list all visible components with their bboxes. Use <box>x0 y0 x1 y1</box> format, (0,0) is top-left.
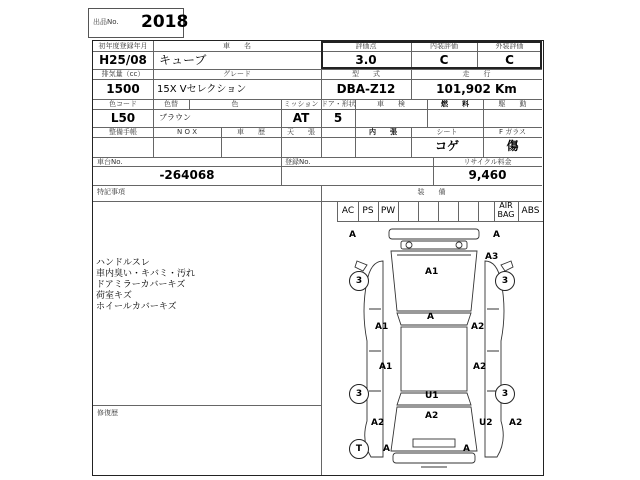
door-label: ドア・形状 <box>321 100 356 108</box>
exterior-value: C <box>505 53 514 67</box>
equipment-ac: AC <box>341 206 355 216</box>
equipment-grid <box>337 201 543 222</box>
grade-value: 15X Vセレクション <box>157 84 247 95</box>
mark-a1-left-rear-door: A1 <box>379 362 393 372</box>
repair-history-label: 修復歴 <box>97 409 118 417</box>
mark-a2-rear-left: A2 <box>371 418 385 428</box>
equipment-airbag: AIR BAG <box>497 201 515 219</box>
mark-a2-rear: A2 <box>425 411 439 421</box>
mark-a-bottom-right: A <box>463 444 470 454</box>
name-value: キューブ <box>159 53 207 67</box>
exterior-label: 外装評価 <box>495 42 524 50</box>
mileage-label: 走 行 <box>462 70 491 78</box>
chassis-value: -264068 <box>159 168 215 182</box>
mileage-value: 101,902 Km <box>436 82 517 96</box>
inspection-label: 車 検 <box>377 100 405 108</box>
lot-number-box <box>88 8 189 38</box>
remarks-label: 特記事項 <box>97 188 125 196</box>
equipment-abs: ABS <box>521 206 540 216</box>
mission-label: ミッション <box>283 100 319 108</box>
drive-label: 駆 動 <box>498 100 527 108</box>
name-label: 車 名 <box>223 42 251 50</box>
lot-label: 出品No. <box>93 18 119 26</box>
model-label: 型 式 <box>352 70 380 78</box>
recycle-value: 9,460 <box>468 168 507 182</box>
fuel-label: 燃 料 <box>441 100 469 108</box>
mark-a2-right-front-door: A2 <box>471 322 485 332</box>
year-label: 初年度登録年月 <box>98 42 148 50</box>
color-value: ブラウン <box>159 113 191 122</box>
mark-a-front-left: A <box>349 230 356 240</box>
remark-item: 荷室キズ <box>96 291 132 301</box>
fglass-label: F ガラス <box>498 128 527 136</box>
mark-a-front-right: A <box>493 230 500 240</box>
remarks-list <box>96 258 195 313</box>
equipment-ps: PS <box>362 206 374 216</box>
equip-book-label: 整備手帳 <box>109 128 137 136</box>
wheel-front-left: 3 <box>349 271 369 291</box>
interior-value: C <box>439 53 449 67</box>
wheel-rear-right: 3 <box>495 384 515 404</box>
equipment-pw: PW <box>380 206 396 216</box>
model-value: DBA-Z12 <box>336 82 396 96</box>
fglass-value: 傷 <box>506 139 519 153</box>
remark-item: ドアミラーカバーキズ <box>96 280 186 290</box>
score-label: 評価点 <box>355 42 377 50</box>
mission-value: AT <box>292 111 310 125</box>
mark-a3-right: A3 <box>485 252 499 262</box>
roof-label: 天 張 <box>287 128 315 136</box>
score-value: 3.0 <box>355 53 377 67</box>
seat-label: シート <box>436 128 458 136</box>
remark-item: ホイールカバーキズ <box>96 302 177 312</box>
mark-a2-right-rear-door: A2 <box>473 362 487 372</box>
equipment-label: 装 備 <box>417 188 446 196</box>
remark-item: 車内臭い・キバミ・汚れ <box>96 269 196 279</box>
cc-value: 1500 <box>106 82 140 96</box>
grade-label: グレード <box>223 70 251 78</box>
color-code-label: 色コード <box>109 100 137 108</box>
mark-u1-rear: U1 <box>425 391 439 401</box>
color-code-value: L50 <box>110 111 136 125</box>
cc-label: 排気量（cc） <box>101 70 145 78</box>
mark-a1-hood: A1 <box>425 267 439 277</box>
recycle-label: リサイクル料金 <box>463 158 512 166</box>
mark-a1-left-front-door: A1 <box>375 322 389 332</box>
lot-number: 2018 <box>141 12 189 32</box>
year-value: H25/08 <box>99 53 147 67</box>
remark-item: ハンドルスレ <box>96 258 150 268</box>
interior-label: 内装評価 <box>430 42 458 50</box>
seat-value: コゲ <box>434 139 459 153</box>
mark-t-circle: T <box>349 439 369 459</box>
mark-u2-rear-right: U2 <box>479 418 493 428</box>
chassis-label: 車台No. <box>97 158 123 166</box>
wheel-front-right: 3 <box>495 271 515 291</box>
mark-a-roof: A <box>427 312 434 322</box>
car-damage-diagram <box>321 221 542 475</box>
registration-label: 登録No. <box>285 158 311 166</box>
door-value: 5 <box>333 111 343 125</box>
inner-label: 内 張 <box>369 128 397 136</box>
wheel-rear-left: 3 <box>349 384 369 404</box>
history-label: 車 歴 <box>237 128 265 136</box>
mark-a2-rear-right: A2 <box>509 418 523 428</box>
mark-a-bottom-left: A <box>383 444 390 454</box>
color-change-label: 色替 <box>164 100 178 108</box>
color-label: 色 <box>231 100 239 108</box>
nox-label: N O X <box>177 128 197 136</box>
